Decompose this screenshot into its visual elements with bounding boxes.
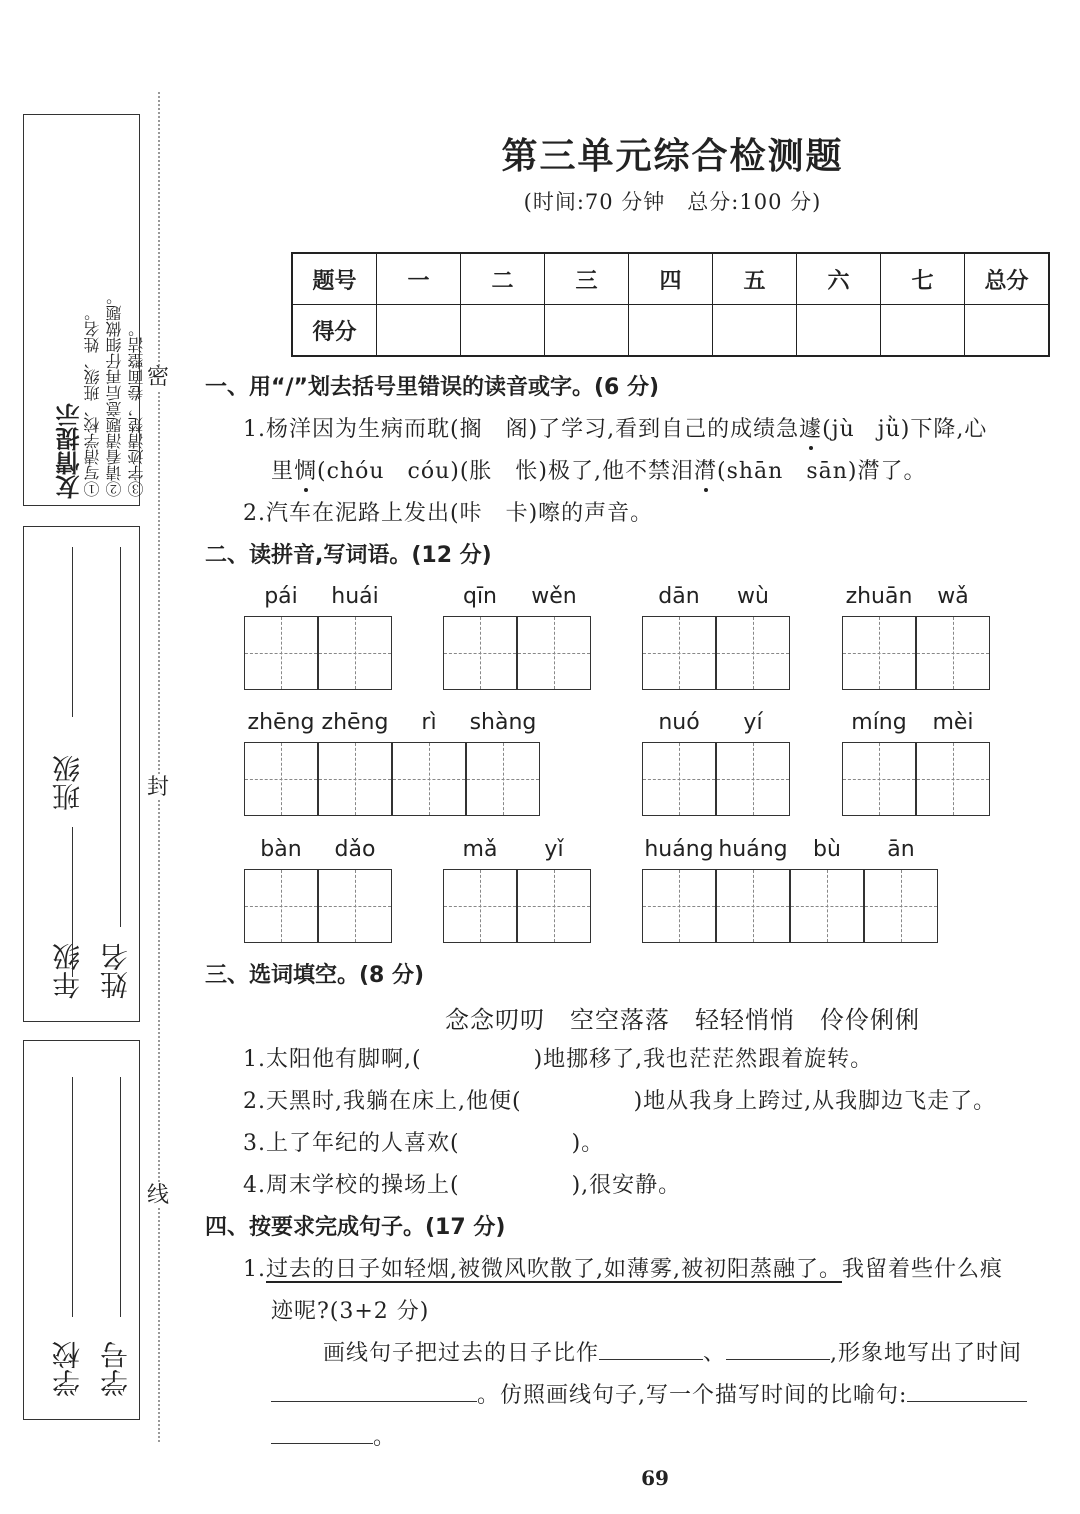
- binding-dotted-line: [158, 92, 160, 1442]
- pinyin: huáng: [718, 837, 788, 862]
- s3-q2: [243, 1084, 996, 1115]
- writing-grid[interactable]: [790, 869, 864, 943]
- pinyin: bàn: [260, 837, 302, 862]
- s4-answer-blank[interactable]: [271, 1421, 373, 1444]
- writing-grid[interactable]: [716, 869, 790, 943]
- section-4-title: 四、按要求完成句子。(17 分): [205, 1215, 506, 1240]
- number-label: 学号: [99, 1341, 132, 1397]
- score-cell: 五: [713, 253, 797, 305]
- pinyin: mèi: [932, 710, 974, 735]
- seal-char-xian: 线: [147, 1183, 170, 1208]
- s1-q1a-dot-char: 遽: [799, 417, 823, 442]
- s3-q1-post: )地挪移了,我也茫茫然跟着旋转。: [533, 1047, 874, 1072]
- pinyin: míng: [851, 710, 907, 735]
- writing-grid[interactable]: [642, 742, 716, 816]
- s4-q1-l3-a: 画线句子把过去的日子比作: [323, 1341, 600, 1366]
- s4-q1-l3-c: ,形象地写出了时间: [830, 1341, 1023, 1366]
- s3-q2-pre: 2.天黑时,我躺在床上,他便(: [243, 1089, 522, 1114]
- seal-char-mi: 密: [147, 365, 170, 390]
- s3-q4: [243, 1168, 681, 1199]
- writing-grid[interactable]: [642, 616, 716, 690]
- s1-q1b-dot-char-2: 潸: [694, 459, 718, 484]
- pinyin: yí: [743, 710, 763, 735]
- score-cell: 二: [461, 253, 545, 305]
- school-line: [72, 1077, 73, 1317]
- pinyin: bù: [813, 837, 841, 862]
- s3-q4-post: ),很安静。: [571, 1173, 682, 1198]
- score-input-cell[interactable]: [965, 305, 1050, 357]
- writing-grid[interactable]: [842, 742, 916, 816]
- s1-q1-line2: [271, 454, 927, 485]
- s4-answer-blank[interactable]: [271, 1379, 477, 1402]
- s1-q1-line1: [243, 412, 987, 443]
- grade-label: 年级: [51, 943, 84, 999]
- s4-q1-line2: 迹呢?(3+2 分): [271, 1299, 430, 1324]
- pinyin: wǎ: [937, 584, 969, 609]
- s4-q1-underlined-sentence: 过去的日子如轻烟,被微风吹散了,如薄雾,被初阳蒸融了。: [266, 1257, 842, 1282]
- name-line: [120, 547, 121, 927]
- pinyin: mǎ: [462, 837, 498, 862]
- page-title: 第三单元综合检测题: [501, 135, 844, 177]
- s3-q3: [243, 1126, 604, 1157]
- tip-3: ③字迹清楚，卷面整洁。: [127, 321, 146, 497]
- tips-title: 友情提示: [56, 403, 84, 499]
- school-label: 学校: [51, 1341, 84, 1397]
- tip-2: ②请看清题意后再仔细做题。: [105, 289, 124, 497]
- writing-grid[interactable]: [916, 616, 990, 690]
- writing-grid[interactable]: [318, 616, 392, 690]
- score-cell: 七: [881, 253, 965, 305]
- pinyin: wěn: [531, 584, 577, 609]
- number-line: [120, 1077, 121, 1317]
- pinyin: zhēng: [321, 710, 389, 735]
- page-number: 69: [641, 1466, 669, 1490]
- score-cell: 六: [797, 253, 881, 305]
- section-3-title: 三、选词填空。(8 分): [205, 963, 425, 988]
- writing-grid[interactable]: [916, 742, 990, 816]
- pinyin: zhēng: [247, 710, 315, 735]
- tip-1: ①写清学校、班级、姓名。: [83, 305, 102, 497]
- s4-q1-line1: [243, 1252, 1003, 1283]
- s1-q1a-pre: 1.杨洋因为生病而耽(搁 阁)了学习,看到自己的成绩急: [243, 417, 800, 442]
- pinyin: wù: [737, 584, 769, 609]
- writing-grid[interactable]: [716, 616, 790, 690]
- s1-q1b-dot-char-1: 惆: [294, 459, 318, 484]
- s3-q1-pre: 1.太阳他有脚啊,(: [243, 1047, 422, 1072]
- pinyin: qīn: [462, 584, 498, 609]
- s4-q1-line3: [323, 1336, 1022, 1367]
- s4-q1-line5: [271, 1420, 396, 1451]
- writing-grid[interactable]: [244, 869, 318, 943]
- s1-q2: 2.汽车在泥路上发出(咔 卡)嚓的声音。: [243, 501, 654, 526]
- s4-q1-l4: 。仿照画线句子,写一个描写时间的比喻句:: [477, 1383, 908, 1408]
- writing-grid[interactable]: [642, 869, 716, 943]
- pinyin: huái: [331, 584, 379, 609]
- s3-q3-post: )。: [571, 1131, 605, 1156]
- writing-grid[interactable]: [244, 742, 318, 816]
- section-1-title: 一、用“/”划去括号里错误的读音或字。(6 分): [205, 375, 660, 400]
- seal-char-feng: 封: [147, 775, 170, 800]
- s4-answer-blank[interactable]: [599, 1337, 703, 1360]
- score-input-cell[interactable]: [881, 305, 965, 357]
- writing-grid[interactable]: [716, 742, 790, 816]
- grade-line: [72, 827, 73, 977]
- pinyin: huáng: [644, 837, 714, 862]
- s4-answer-blank[interactable]: [907, 1379, 1027, 1402]
- score-input-cell[interactable]: [461, 305, 545, 357]
- section-2-title: 二、读拼音,写词语。(12 分): [205, 543, 492, 568]
- class-info-box: [23, 526, 140, 1022]
- writing-grid[interactable]: [842, 616, 916, 690]
- s1-q1b-mid: (chóu cóu)(胀 怅)极了,他不禁泪: [317, 459, 694, 484]
- pinyin: yǐ: [544, 837, 564, 862]
- score-header-row: [292, 253, 1049, 305]
- s1-q1b-post: (shān sān)潸了。: [717, 459, 927, 484]
- s4-answer-blank[interactable]: [726, 1337, 830, 1360]
- class-label: 班级: [51, 755, 84, 811]
- s1-q1a-post: (jù jǜ)下降,心: [822, 417, 988, 442]
- pinyin: pái: [264, 584, 298, 609]
- s4-q1-post: 我留着些什么痕: [841, 1257, 1003, 1282]
- writing-grid[interactable]: [864, 869, 938, 943]
- writing-grid[interactable]: [318, 742, 392, 816]
- pinyin: zhuān: [845, 584, 913, 609]
- writing-grid[interactable]: [392, 742, 466, 816]
- s4-q1-num: 1.: [243, 1257, 266, 1282]
- writing-grid[interactable]: [443, 616, 517, 690]
- score-input-cell[interactable]: [713, 305, 797, 357]
- writing-grid[interactable]: [443, 869, 517, 943]
- s1-q1b-pre: 里: [271, 459, 295, 484]
- pinyin: shàng: [469, 710, 537, 735]
- pinyin: rì: [421, 710, 437, 735]
- class-line: [72, 547, 73, 717]
- score-input-cell[interactable]: [377, 305, 461, 357]
- school-info-box: [23, 1040, 140, 1420]
- writing-grid[interactable]: [466, 742, 540, 816]
- score-input-cell[interactable]: [797, 305, 881, 357]
- s3-word-bank: 念念叨叨 空空落落 轻轻悄悄 伶伶俐俐: [445, 1006, 920, 1034]
- score-cell: 总分: [965, 253, 1050, 305]
- name-label: 姓名: [99, 943, 132, 999]
- s3-q2-post: )地从我身上跨过,从我脚边飞走了。: [633, 1089, 997, 1114]
- writing-grid[interactable]: [318, 869, 392, 943]
- score-value-row: [292, 305, 1049, 357]
- score-input-cell[interactable]: [629, 305, 713, 357]
- score-table: [291, 252, 1050, 357]
- s3-q1: [243, 1042, 873, 1073]
- s4-q1-line4: [271, 1378, 1027, 1409]
- pinyin: nuó: [658, 710, 700, 735]
- score-cell: 一: [377, 253, 461, 305]
- s3-q3-pre: 3.上了年纪的人喜欢(: [243, 1131, 460, 1156]
- s4-q1-l3-b: 、: [703, 1341, 727, 1366]
- pinyin: ān: [887, 837, 915, 862]
- score-cell: 三: [545, 253, 629, 305]
- writing-grid[interactable]: [517, 869, 591, 943]
- writing-grid[interactable]: [244, 616, 318, 690]
- page-subtitle: (时间:70 分钟 总分:100 分): [523, 190, 822, 214]
- score-input-cell[interactable]: [545, 305, 629, 357]
- s4-q1-l5: 。: [373, 1425, 397, 1450]
- pinyin: dǎo: [334, 837, 376, 862]
- score-cell: 题号: [292, 253, 377, 305]
- pinyin: dān: [658, 584, 700, 609]
- s3-q4-pre: 4.周末学校的操场上(: [243, 1173, 460, 1198]
- writing-grid[interactable]: [517, 616, 591, 690]
- score-cell: 四: [629, 253, 713, 305]
- score-row-label: 得分: [292, 305, 377, 357]
